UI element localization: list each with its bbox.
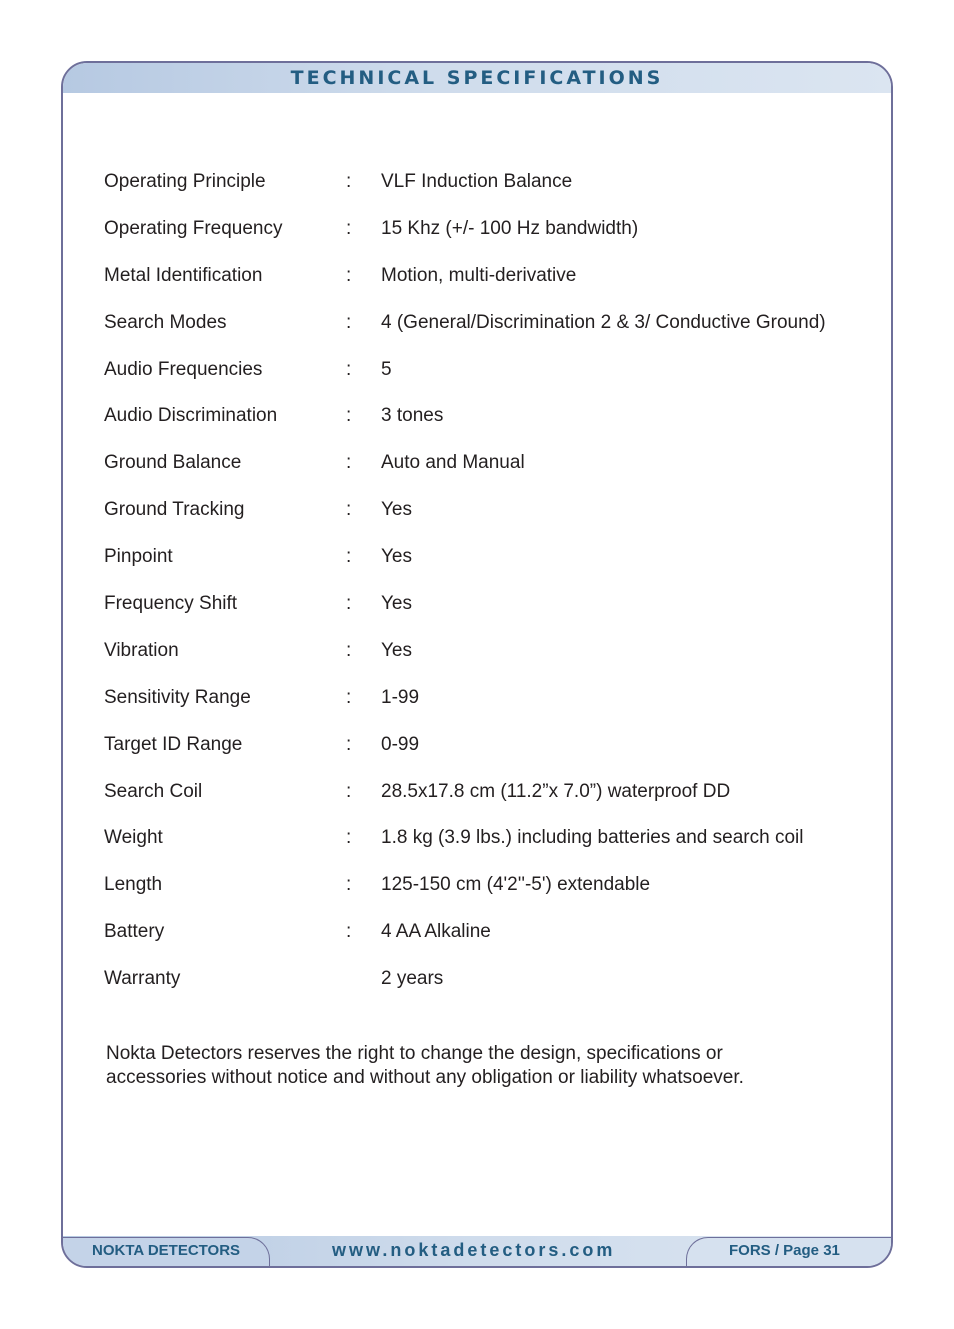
spec-label: Sensitivity Range	[104, 686, 251, 708]
spec-label: Operating Frequency	[104, 217, 283, 239]
spec-row	[104, 166, 884, 213]
footer-brand: NOKTA DETECTORS	[92, 1242, 241, 1259]
spec-colon: :	[346, 546, 352, 568]
spec-value: 125-150 cm (4'2''-5') extendable	[381, 874, 651, 896]
spec-colon: :	[346, 499, 352, 521]
spec-row	[104, 260, 884, 307]
spec-colon: :	[346, 827, 352, 849]
spec-row	[104, 494, 884, 541]
spec-row	[104, 963, 884, 1010]
spec-row	[104, 213, 884, 260]
spec-row	[104, 635, 884, 682]
spec-colon: :	[346, 452, 352, 474]
spec-value: 28.5x17.8 cm (11.2”x 7.0”) waterproof DD	[381, 780, 731, 802]
spec-label: Audio Discrimination	[104, 405, 278, 427]
spec-value: 4 AA Alkaline	[381, 921, 491, 943]
spec-row	[104, 822, 884, 869]
spec-colon: :	[346, 921, 352, 943]
spec-label: Ground Tracking	[104, 499, 245, 521]
spec-value: 15 Khz (+/- 100 Hz bandwidth)	[381, 217, 639, 239]
spec-value: VLF Induction Balance	[381, 171, 573, 192]
spec-value: Motion, multi-derivative	[381, 264, 577, 286]
spec-table	[104, 166, 884, 1010]
disclaimer-text	[106, 1042, 826, 1090]
spec-row	[104, 776, 884, 823]
spec-value: 1.8 kg (3.9 lbs.) including batteries and search coil	[381, 827, 804, 849]
spec-colon: :	[346, 311, 352, 333]
spec-label: Battery	[104, 921, 165, 943]
spec-label: Warranty	[104, 968, 181, 990]
spec-label: Search Coil	[104, 780, 203, 802]
spec-label: Ground Balance	[104, 452, 242, 474]
spec-colon: :	[346, 733, 352, 755]
spec-label: Vibration	[104, 639, 179, 661]
spec-value: Yes	[381, 499, 412, 521]
disclaimer-line: Nokta Detectors reserves the right to change the design, specifications or	[106, 1043, 723, 1064]
spec-label: Pinpoint	[104, 546, 173, 568]
spec-value: 3 tones	[381, 405, 444, 427]
spec-row	[104, 588, 884, 635]
spec-value: Yes	[381, 546, 412, 568]
spec-label: Frequency Shift	[104, 593, 238, 615]
header-band	[63, 63, 891, 93]
spec-label: Metal Identification	[104, 264, 263, 286]
spec-row	[104, 682, 884, 729]
spec-colon: :	[346, 593, 352, 615]
spec-label: Weight	[104, 827, 163, 849]
spec-colon: :	[346, 264, 352, 286]
spec-value: Auto and Manual	[381, 452, 525, 474]
spec-row	[104, 729, 884, 776]
spec-label: Operating Principle	[104, 171, 266, 192]
spec-value: 4 (General/Discrimination 2 & 3/ Conductive Ground)	[381, 311, 826, 333]
spec-colon: :	[346, 358, 352, 380]
spec-value: 1-99	[381, 686, 420, 708]
spec-value: Yes	[381, 639, 412, 661]
spec-value: 2 years	[381, 968, 444, 990]
spec-colon: :	[346, 780, 352, 802]
spec-label: Length	[104, 874, 163, 896]
disclaimer-line: accessories without notice and without any obligation or liability whatsoever.	[106, 1067, 744, 1088]
spec-row	[104, 541, 884, 588]
spec-row	[104, 400, 884, 447]
spec-colon: :	[346, 405, 352, 427]
spec-value: Yes	[381, 593, 412, 615]
spec-label: Audio Frequencies	[104, 358, 263, 380]
spec-label: Target ID Range	[104, 733, 243, 755]
spec-row	[104, 447, 884, 494]
spec-row	[104, 307, 884, 354]
spec-colon: :	[346, 171, 352, 192]
footer-page-number: FORS / Page 31	[729, 1242, 840, 1259]
spec-colon: :	[346, 686, 352, 708]
spec-colon: :	[346, 874, 352, 896]
spec-value: 0-99	[381, 733, 420, 755]
spec-colon: :	[346, 217, 352, 239]
spec-colon: :	[346, 639, 352, 661]
spec-row	[104, 869, 884, 916]
spec-row	[104, 916, 884, 963]
spec-label: Search Modes	[104, 311, 227, 333]
footer-url: www.noktadetectors.com	[332, 1240, 616, 1260]
page-title: TECHNICAL SPECIFICATIONS	[290, 67, 664, 89]
spec-value: 5	[381, 358, 392, 380]
spec-row	[104, 354, 884, 401]
